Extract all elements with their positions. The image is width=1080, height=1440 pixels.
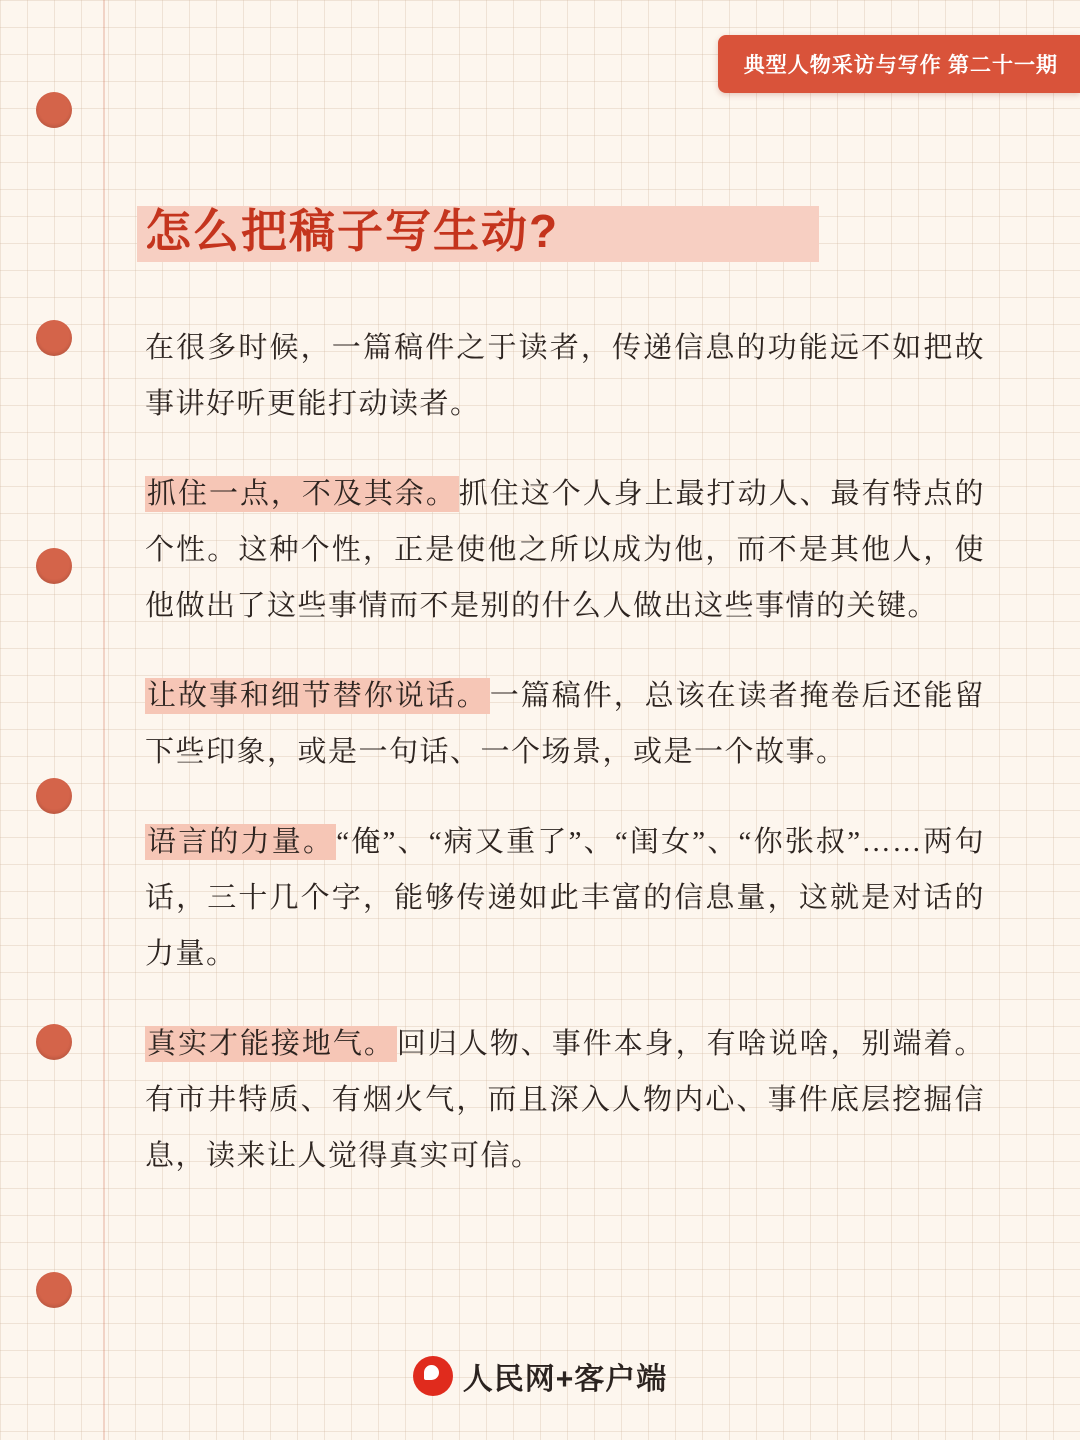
paragraph — [145, 466, 985, 634]
binder-holes — [36, 0, 80, 1440]
binder-hole-icon — [36, 1024, 72, 1060]
footer-brand-text: 人民网+客户端 — [462, 1363, 668, 1396]
binder-hole-icon — [36, 320, 72, 356]
footer-brand — [0, 1354, 1080, 1398]
paragraph-body: 抓住这个人身上最打动人、最有特点的个性。这种个性，正是使他之所以成为他，而不是其他人，使他做出了这些事情而不是别的什么人做出这些事情的关键。 — [145, 478, 985, 623]
paragraph — [145, 668, 985, 780]
paragraph-highlight: 让故事和细节替你说话。 — [147, 680, 488, 713]
binder-hole-icon — [36, 1272, 72, 1308]
paragraph-highlight: 语言的力量。 — [147, 826, 335, 859]
binder-hole-icon — [36, 548, 72, 584]
margin-rule-line — [103, 0, 105, 1440]
binder-hole-icon — [36, 92, 72, 128]
binder-hole-icon — [36, 778, 72, 814]
paragraph-body: 回归人物、事件本身，有啥说啥，别端着。有市井特质、有烟火气，而且深入人物内心、事件底层挖掘信息，读来让人觉得真实可信。 — [145, 1028, 985, 1173]
people-daily-logo-icon — [413, 1356, 453, 1396]
paragraph-body: “俺”、“病又重了”、“闺女”、“你张叔”……两句话，三十几个字，能够传递如此丰富的信息量，这就是对话的力量。 — [145, 826, 985, 971]
paragraph — [145, 1016, 985, 1184]
paragraph-highlight: 抓住一点，不及其余。 — [147, 478, 457, 511]
paragraph-body: 在很多时候，一篇稿件之于读者，传递信息的功能远不如把故事讲好听更能打动读者。 — [145, 332, 985, 421]
page-title — [145, 200, 559, 262]
series-badge: 典型人物采访与写作 第二十一期 — [718, 35, 1080, 93]
paragraph — [145, 814, 985, 982]
paragraph-body: 一篇稿件，总该在读者掩卷后还能留下些印象，或是一句话、一个场景，或是一个故事。 — [145, 680, 985, 769]
page-title-text: 怎么把稿子写生动? — [145, 205, 560, 257]
paragraph-highlight: 真实才能接地气。 — [147, 1028, 395, 1061]
paragraph — [145, 320, 985, 432]
article-content — [145, 200, 985, 1184]
